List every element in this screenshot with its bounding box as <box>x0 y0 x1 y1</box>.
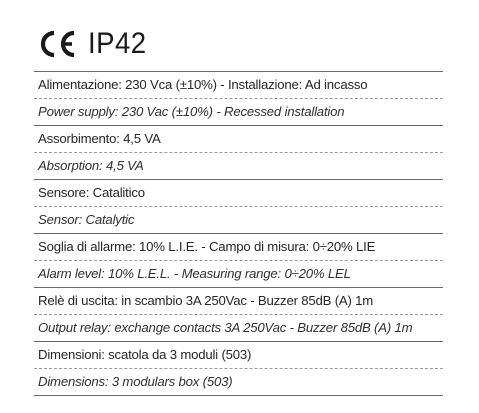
spec-italian-text: Alimentazione: 230 Vca (±10%) - Installazione: Ad incasso <box>38 77 368 92</box>
spec-italian-text: Soglia di allarme: 10% L.I.E. - Campo di misura: 0÷20% LIE <box>38 239 376 254</box>
spec-english-text: Output relay: exchange contacts 3A 250Vac - Buzzer 85dB (A) 1m <box>34 314 443 341</box>
spec-power-supply <box>34 72 443 126</box>
spec-italian-text: Assorbimento: 4,5 VA <box>38 131 161 146</box>
spec-sensor <box>34 180 443 234</box>
spec-italian-text: Sensore: Catalitico <box>38 185 145 200</box>
spec-italian-text: Dimensioni: scatola da 3 moduli (503) <box>38 347 252 362</box>
spec-english-text: Alarm level: 10% L.E.L. - Measuring range: 0÷20% LEL <box>34 260 443 287</box>
spec-english-text: Sensor: Catalytic <box>34 206 443 233</box>
spec-table <box>34 71 443 396</box>
spec-english-text: Absorption: 4,5 VA <box>34 152 443 179</box>
spec-dimensions <box>34 342 443 396</box>
ip-rating: IP42 <box>88 27 147 60</box>
spec-alarm-level <box>34 234 443 288</box>
spec-english-text: Power supply: 230 Vac (±10%) - Recessed installation <box>34 98 443 125</box>
spec-english-text: Dimensions: 3 modulars box (503) <box>34 368 443 395</box>
spec-absorption <box>34 126 443 180</box>
spec-output-relay <box>34 288 443 342</box>
certification-header <box>38 24 152 64</box>
spec-italian-text: Relè di uscita: in scambio 3A 250Vac - Buzzer 85dB (A) 1m <box>38 293 374 308</box>
ce-mark-icon <box>38 30 78 58</box>
